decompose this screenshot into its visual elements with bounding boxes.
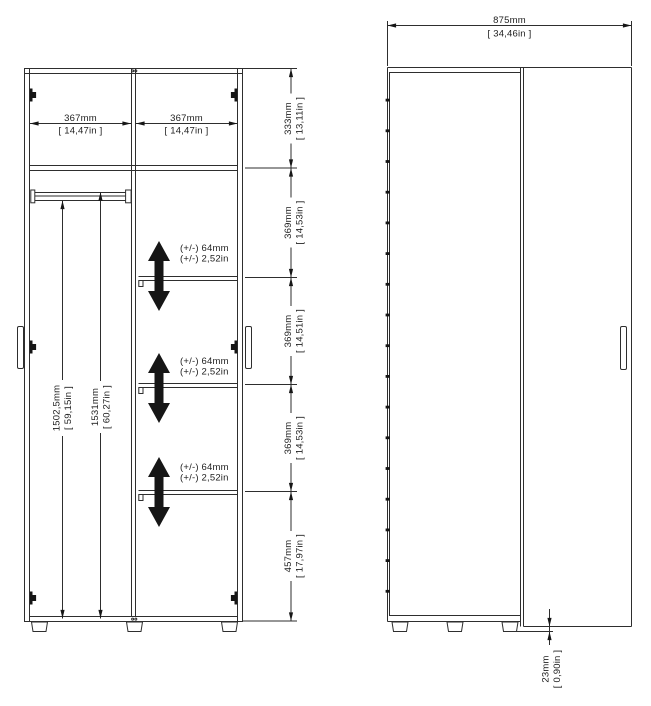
door-handle bbox=[246, 327, 252, 369]
rail-bracket-left-icon bbox=[31, 190, 35, 203]
shelf-support-icon bbox=[139, 388, 143, 394]
foot bbox=[392, 622, 408, 632]
foot bbox=[127, 622, 143, 632]
dim-arrow bbox=[388, 23, 397, 27]
hinge-tick-icon bbox=[386, 222, 390, 225]
width-dimension bbox=[388, 15, 632, 66]
foot bbox=[502, 622, 518, 632]
hinge-icon bbox=[30, 341, 33, 354]
dim-value-in: [ 34,46in ] bbox=[487, 28, 532, 40]
dim-value-in: [ 59,15in ] bbox=[63, 386, 74, 430]
hinge-tick-icon bbox=[386, 467, 390, 470]
dim-arrow bbox=[289, 278, 293, 287]
dim-value-in: [ 14,53in ] bbox=[294, 200, 306, 245]
dim-value-mm: 333mm bbox=[283, 102, 294, 135]
dim-value-in: [ 14,47in ] bbox=[164, 125, 209, 137]
dim-value-in: [ 60,27in ] bbox=[101, 385, 113, 429]
dim-value-mm: 367mm bbox=[64, 113, 97, 124]
adjust-note-in: (+/-) 2,52in bbox=[180, 472, 229, 484]
wardrobe-internal-view bbox=[18, 69, 306, 632]
dim-arrow bbox=[547, 618, 551, 627]
dim-label-rotated bbox=[282, 94, 306, 144]
dim-arrow bbox=[122, 121, 131, 125]
hinge-tick-icon bbox=[386, 99, 390, 102]
divider-bottom-dowel-icon bbox=[135, 618, 137, 620]
hinge-icon bbox=[33, 344, 37, 350]
foot bbox=[222, 622, 238, 632]
divider-bottom-dowel-icon bbox=[132, 618, 134, 620]
hinge-tick-icon bbox=[386, 314, 390, 317]
dim-arrow bbox=[289, 385, 293, 394]
adjust-note-in: (+/-) 2,52in bbox=[180, 253, 229, 265]
left-door bbox=[390, 73, 521, 616]
dim-value-in: [ 14,53in ] bbox=[294, 416, 306, 460]
foot bbox=[32, 622, 48, 632]
hinge-icon bbox=[33, 92, 37, 98]
dim-value-mm: 1502,5mm bbox=[51, 384, 63, 432]
front-view-feet bbox=[392, 622, 518, 632]
dim-value-mm: 1531mm bbox=[90, 387, 101, 427]
dim-value-mm: 367mm bbox=[170, 113, 203, 124]
dim-label-rotated bbox=[282, 306, 306, 356]
dim-arrow bbox=[98, 610, 102, 619]
dim-arrow bbox=[623, 23, 632, 27]
dim-value-in: [ 0,90in ] bbox=[552, 649, 563, 689]
dim-arrow bbox=[60, 201, 64, 210]
front-carcass bbox=[388, 68, 632, 627]
dim-value-mm: 23mm bbox=[540, 655, 552, 683]
hinge-tick-icon bbox=[386, 344, 390, 347]
dim-arrow bbox=[229, 121, 238, 125]
hinge-icon bbox=[235, 89, 238, 102]
hinge-icon bbox=[231, 344, 235, 350]
dim-arrow bbox=[289, 376, 293, 385]
dim-arrow bbox=[289, 69, 293, 78]
dim-value-mm: 369mm bbox=[283, 421, 294, 455]
divider-top-dowel-icon bbox=[132, 70, 134, 72]
hinge-tick-icon bbox=[386, 160, 390, 163]
hinge-tick-icon bbox=[386, 252, 390, 255]
dim-label-rotated bbox=[89, 381, 113, 433]
carcass bbox=[25, 69, 243, 622]
hinge-tick-icon bbox=[386, 590, 390, 593]
dim-arrow bbox=[136, 121, 145, 125]
adjust-note-in: (+/-) 2,52in bbox=[180, 366, 229, 378]
interior-height-dimensions bbox=[51, 192, 113, 619]
top-width-dimensions bbox=[30, 113, 238, 137]
adjust-note-mm: (+/-) 64mm bbox=[180, 462, 229, 473]
dim-label-rotated bbox=[51, 380, 75, 436]
hinge-tick-icon bbox=[386, 529, 390, 532]
dim-value-mm: 875mm bbox=[493, 15, 526, 26]
hinge-tick-icon bbox=[386, 191, 390, 194]
wardrobe-front-view bbox=[386, 15, 632, 693]
hinge-tick-icon bbox=[386, 129, 390, 132]
dim-arrow bbox=[30, 121, 39, 125]
hinge-icon bbox=[30, 89, 33, 102]
dim-value-in: [ 14,51in ] bbox=[294, 309, 306, 353]
dim-arrow bbox=[289, 168, 293, 177]
shelf-support-icon bbox=[139, 281, 143, 287]
hinge-icon bbox=[33, 595, 37, 601]
hinge-icon bbox=[235, 592, 238, 605]
cabinet-outline bbox=[25, 69, 243, 622]
dim-value-mm: 369mm bbox=[283, 314, 294, 348]
dim-arrow bbox=[289, 483, 293, 492]
foot bbox=[447, 622, 463, 632]
dim-value-mm: 369mm bbox=[283, 206, 294, 239]
hanging-rail bbox=[31, 190, 131, 203]
shelf-adjust-labels bbox=[180, 243, 229, 484]
hinge-icon bbox=[30, 592, 33, 605]
dim-arrow bbox=[289, 159, 293, 168]
dim-value-in: [ 13,11in ] bbox=[294, 96, 306, 141]
rail-bracket-right-icon bbox=[126, 190, 132, 203]
hinge-icon bbox=[231, 92, 235, 98]
internal-view-feet bbox=[32, 622, 238, 632]
dim-value-mm: 457mm bbox=[283, 539, 294, 573]
dim-label-rotated bbox=[282, 531, 306, 581]
dim-arrow bbox=[547, 632, 551, 641]
door-handle bbox=[18, 327, 24, 369]
dim-label-rotated bbox=[540, 645, 564, 693]
adjust-note-mm: (+/-) 64mm bbox=[180, 243, 229, 254]
hinge-tick-icon bbox=[386, 375, 390, 378]
shelf-adjust-arrow-icon bbox=[148, 457, 170, 527]
door-handle bbox=[621, 327, 627, 370]
dim-value-in: [ 14,47in ] bbox=[58, 125, 103, 137]
dim-label-rotated bbox=[282, 413, 306, 463]
hinge-tick-icon bbox=[386, 498, 390, 501]
dim-arrow bbox=[289, 612, 293, 621]
shelf-support-icon bbox=[139, 495, 143, 501]
hinge-tick-icon bbox=[386, 406, 390, 409]
dim-arrow bbox=[289, 492, 293, 501]
dim-arrow bbox=[60, 610, 64, 619]
hinge-tick-icon bbox=[386, 283, 390, 286]
hinge-tick-icon bbox=[386, 559, 390, 562]
dim-label-rotated bbox=[282, 198, 306, 248]
dim-value-in: [ 17,97in ] bbox=[294, 534, 306, 578]
hinge-icon bbox=[231, 595, 235, 601]
hinge-icon bbox=[235, 341, 238, 354]
dim-arrow bbox=[289, 269, 293, 278]
adjust-note-mm: (+/-) 64mm bbox=[180, 356, 229, 367]
hinge-tick-icon bbox=[386, 436, 390, 439]
